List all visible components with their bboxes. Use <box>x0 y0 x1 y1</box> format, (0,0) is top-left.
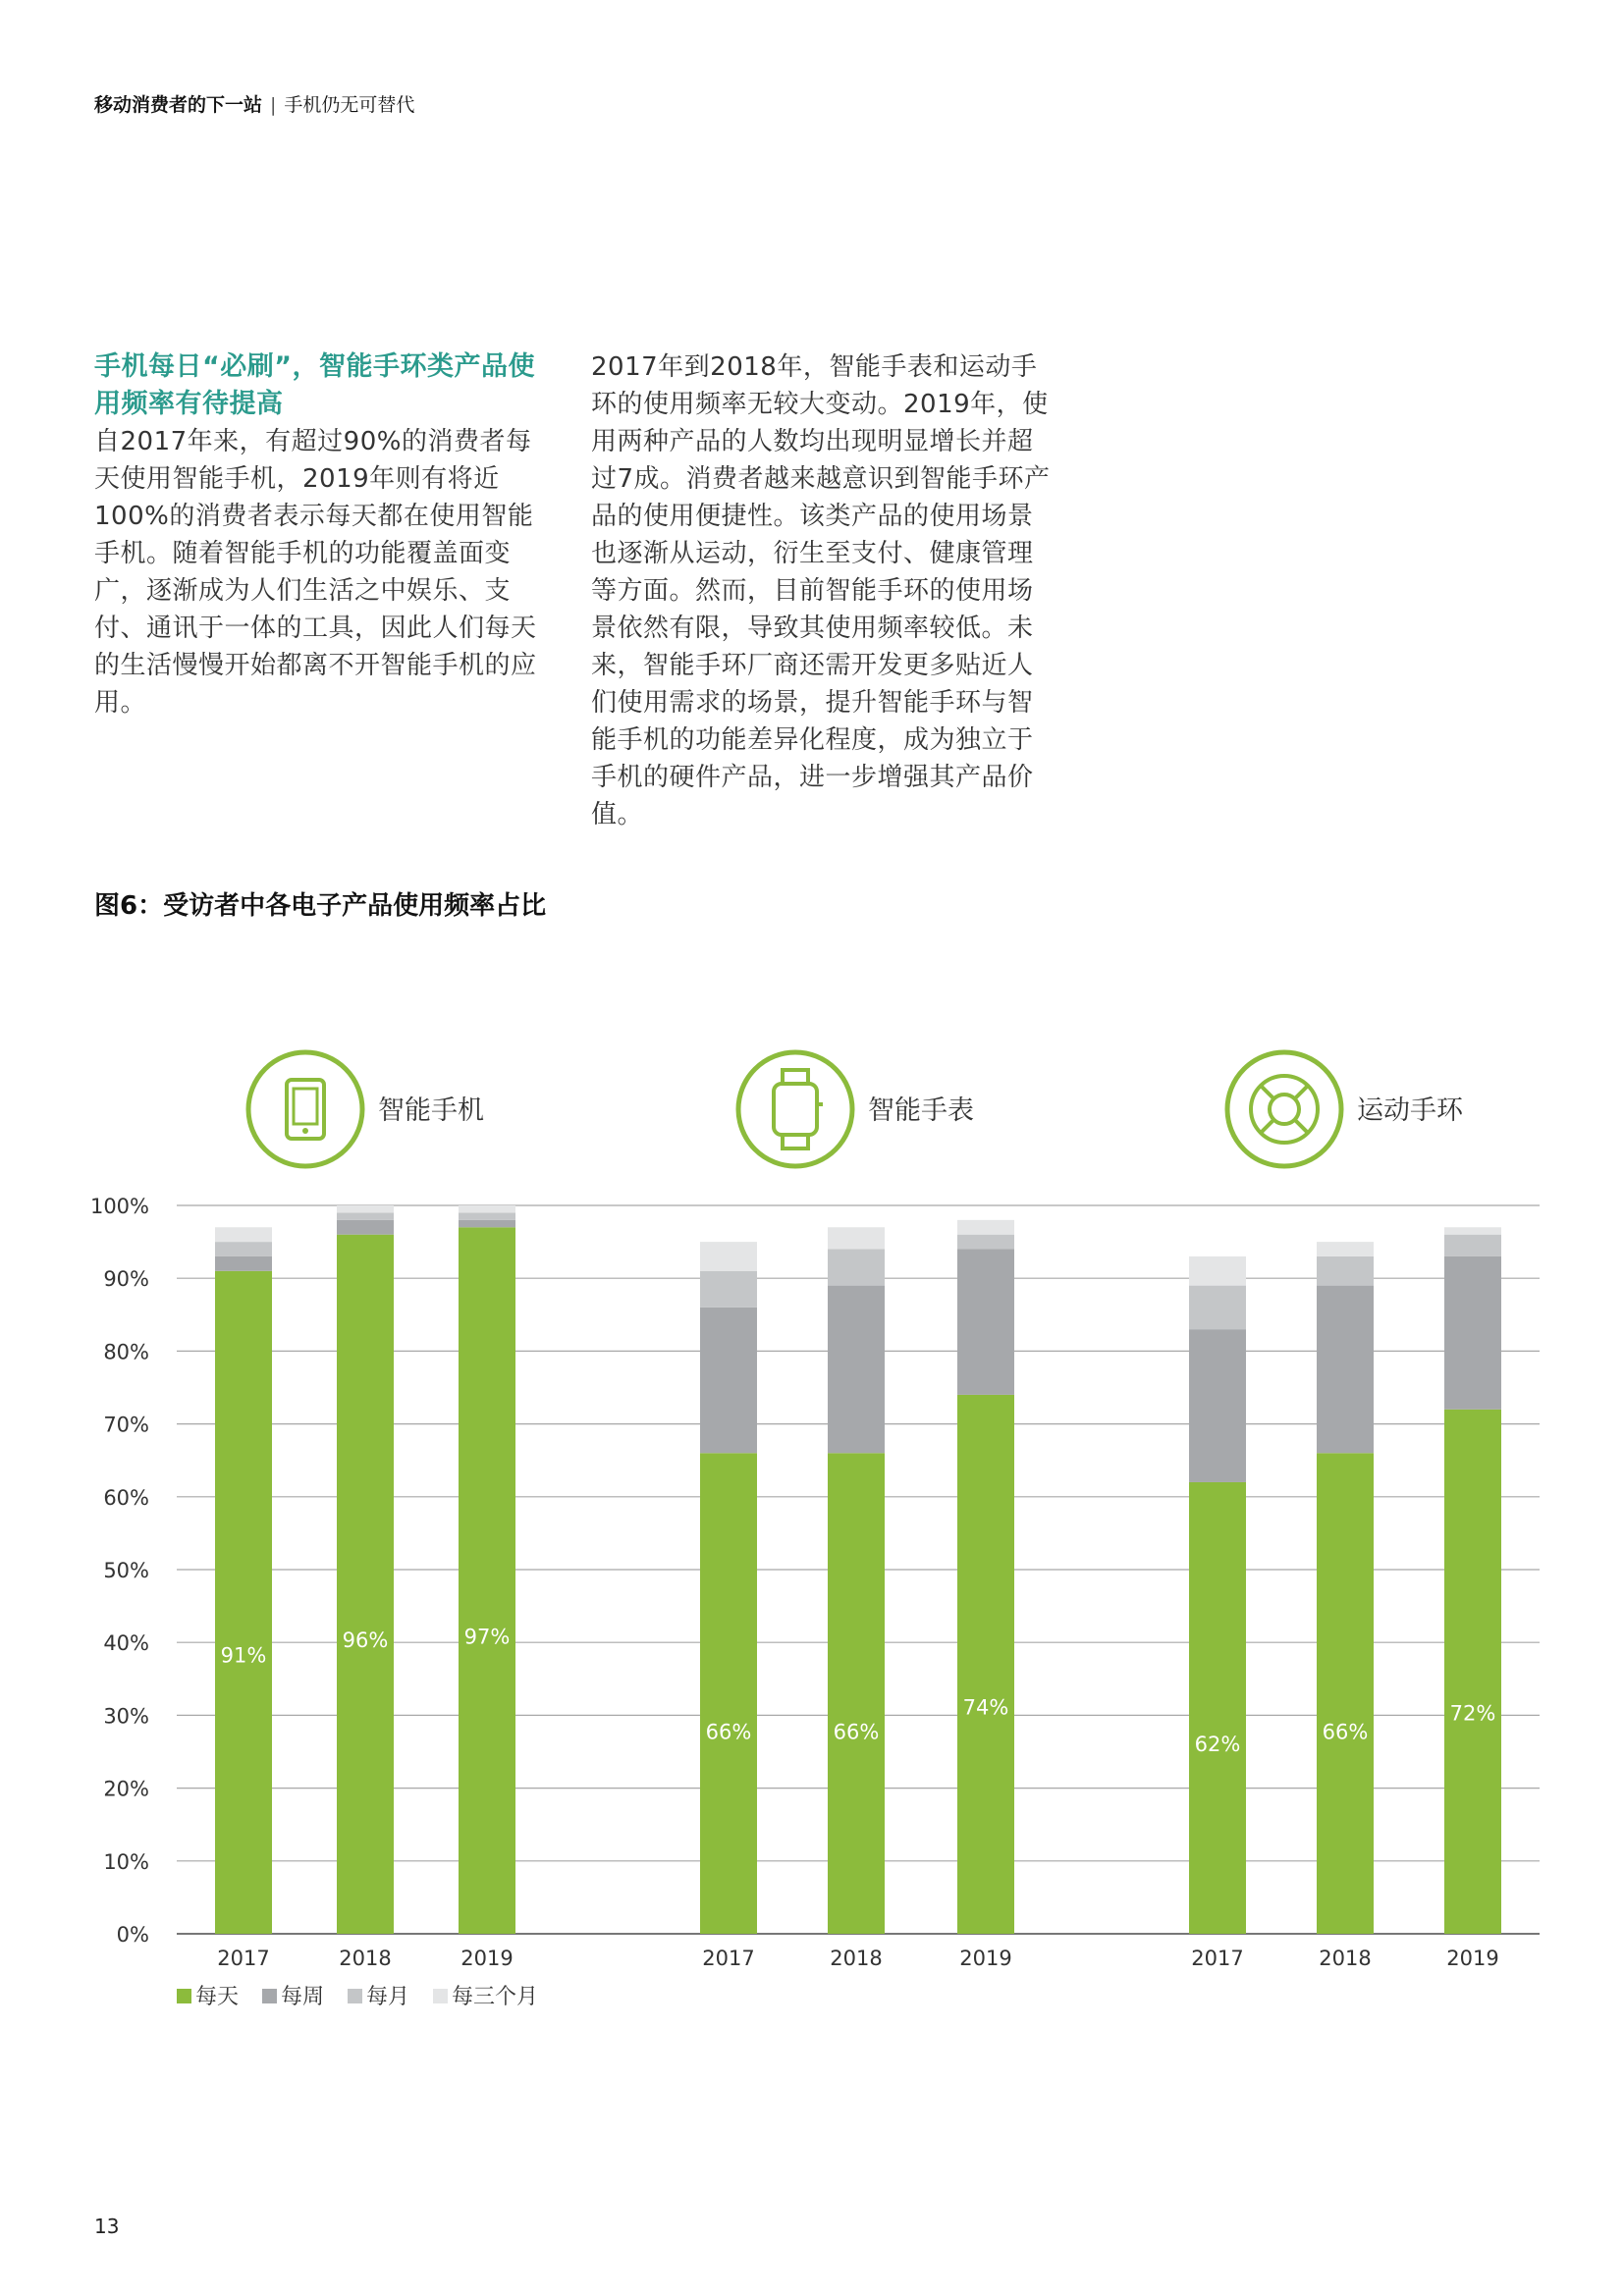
bar-segment-daily <box>1317 1453 1374 1934</box>
header-separator: | <box>270 94 277 116</box>
bar-segment-quarterly <box>215 1227 272 1242</box>
bar-segment-monthly <box>828 1250 885 1286</box>
watch-strap-bottom <box>783 1135 808 1148</box>
bar-segment-monthly <box>459 1212 515 1219</box>
group-label: 智能手机 <box>378 1095 484 1126</box>
right-column <box>591 348 1053 833</box>
x-tick-label: 2019 <box>959 1947 1012 1970</box>
data-label: 72% <box>1449 1701 1496 1726</box>
header-title: 移动消费者的下一站 <box>94 94 263 116</box>
x-tick-label: 2018 <box>1319 1947 1372 1970</box>
right-paragraph: 2017年到2018年，智能手表和运动手环的使用频率无较大变动。2019年，使用两种产品的人数均出现明显增长并超过7成。消费者越来越意识到智能手环产品的使用便捷性。该类产品的使用场景也逐渐从运动，衍生至支付、健康管理等方面。然而，目前智能手环的使用场景依然有限，导致其使用频率较低。未来，智能手环厂商还需开发更多贴近人们使用需求的场景，提升智能手环与智能手机的功能差异化程度，成为独立于手机的硬件产品，进一步增强其产品价值。 <box>591 352 1051 829</box>
watch-face <box>774 1084 817 1135</box>
phone-screen <box>294 1089 317 1124</box>
page-header <box>94 90 414 117</box>
y-tick-label: 30% <box>103 1704 149 1729</box>
phone-button <box>302 1128 308 1134</box>
data-label: 66% <box>833 1720 880 1744</box>
x-tick-label: 2018 <box>830 1947 883 1970</box>
bar-segment-quarterly <box>459 1205 515 1212</box>
bar-segment-weekly <box>700 1308 757 1453</box>
group-label: 智能手表 <box>868 1095 974 1126</box>
y-tick-label: 10% <box>103 1849 149 1874</box>
bar-segment-monthly <box>957 1235 1014 1250</box>
y-tick-label: 80% <box>103 1340 149 1364</box>
bar-segment-daily <box>700 1453 757 1934</box>
data-label: 91% <box>220 1643 267 1668</box>
bar-segment-weekly <box>337 1220 394 1235</box>
bar-segment-daily <box>337 1235 394 1934</box>
fitness-band-icon <box>1227 1052 1341 1166</box>
watch-strap-top <box>783 1070 808 1084</box>
icon-ring <box>1227 1052 1341 1166</box>
legend-swatch <box>433 1989 448 2003</box>
bar-segment-daily <box>957 1395 1014 1934</box>
x-tick-label: 2018 <box>339 1947 392 1970</box>
x-tick-label: 2017 <box>1191 1947 1244 1970</box>
bar-segment-weekly <box>215 1256 272 1271</box>
bar-segment-weekly <box>1189 1329 1246 1482</box>
bar-segment-weekly <box>828 1286 885 1454</box>
bar-segment-daily <box>459 1227 515 1934</box>
data-label: 96% <box>342 1628 389 1652</box>
figure-title: 图6：受访者中各电子产品使用频率占比 <box>94 891 547 921</box>
y-tick-label: 40% <box>103 1631 149 1656</box>
band-spoke <box>1295 1086 1308 1098</box>
data-label: 66% <box>1322 1720 1369 1744</box>
data-label: 97% <box>463 1625 511 1649</box>
bar-segment-monthly <box>700 1271 757 1308</box>
legend-swatch <box>262 1989 277 2003</box>
bar-segment-weekly <box>1444 1256 1501 1410</box>
bar-segment-quarterly <box>1444 1227 1501 1234</box>
bar-segment-monthly <box>1317 1256 1374 1286</box>
bar-segment-daily <box>1444 1410 1501 1934</box>
y-tick-label: 20% <box>103 1777 149 1801</box>
bar-segment-quarterly <box>1189 1256 1246 1286</box>
data-label: 74% <box>962 1695 1009 1720</box>
legend-swatch <box>177 1989 191 2003</box>
legend-label: 每月 <box>366 1985 410 2009</box>
bar-segment-daily <box>215 1271 272 1934</box>
page-number: 13 <box>94 2215 120 2238</box>
data-label: 66% <box>705 1720 752 1744</box>
x-tick-label: 2019 <box>460 1947 514 1970</box>
bar-segment-quarterly <box>337 1205 394 1212</box>
x-tick-label: 2017 <box>702 1947 755 1970</box>
x-tick-label: 2017 <box>217 1947 270 1970</box>
bar-segment-monthly <box>337 1212 394 1219</box>
legend-label: 每天 <box>195 1985 240 2009</box>
band-spoke <box>1295 1120 1308 1133</box>
bar-segment-quarterly <box>828 1227 885 1249</box>
bar-segment-weekly <box>957 1250 1014 1395</box>
y-tick-label: 0% <box>116 1923 149 1947</box>
data-label: 62% <box>1194 1732 1241 1756</box>
y-tick-label: 90% <box>103 1267 149 1292</box>
legend-swatch <box>348 1989 362 2003</box>
section-heading: 手机每日“必刷”，智能手环类产品使用频率有待提高 <box>94 351 535 419</box>
header-subtitle: 手机仍无可替代 <box>284 94 415 116</box>
group-label: 运动手环 <box>1357 1095 1463 1126</box>
legend-label: 每周 <box>281 1985 325 2009</box>
band-spoke <box>1261 1120 1273 1133</box>
y-tick-label: 50% <box>103 1559 149 1582</box>
y-tick-label: 60% <box>103 1485 149 1510</box>
usage-frequency-chart <box>0 1021 1624 2042</box>
y-tick-label: 100% <box>89 1195 149 1218</box>
smartphone-icon <box>248 1052 362 1166</box>
left-paragraph: 自2017年来，有超过90%的消费者每天使用智能手机，2019年则有将近100%的消费者表示每天都在使用智能手机。随着智能手机的功能覆盖面变广，逐渐成为人们生活之中娱乐、支付、通讯于一体的工具，因此人们每天的生活慢慢开始都离不开智能手机的应用。 <box>94 427 537 718</box>
band-inner <box>1270 1095 1299 1124</box>
bar-segment-monthly <box>1444 1235 1501 1256</box>
bar-segment-daily <box>1189 1482 1246 1934</box>
bar-segment-quarterly <box>1317 1242 1374 1256</box>
bar-segment-quarterly <box>957 1220 1014 1235</box>
icon-ring <box>248 1052 362 1166</box>
left-column <box>94 348 556 721</box>
bar-segment-daily <box>828 1453 885 1934</box>
bar-segment-monthly <box>1189 1286 1246 1330</box>
smartwatch-icon <box>738 1052 852 1166</box>
y-tick-label: 70% <box>103 1413 149 1437</box>
bar-segment-weekly <box>459 1220 515 1227</box>
x-tick-label: 2019 <box>1446 1947 1499 1970</box>
bar-segment-quarterly <box>700 1242 757 1271</box>
bar-segment-monthly <box>215 1242 272 1256</box>
legend-label: 每三个月 <box>452 1985 539 2009</box>
bar-segment-weekly <box>1317 1286 1374 1454</box>
band-spoke <box>1261 1086 1273 1098</box>
